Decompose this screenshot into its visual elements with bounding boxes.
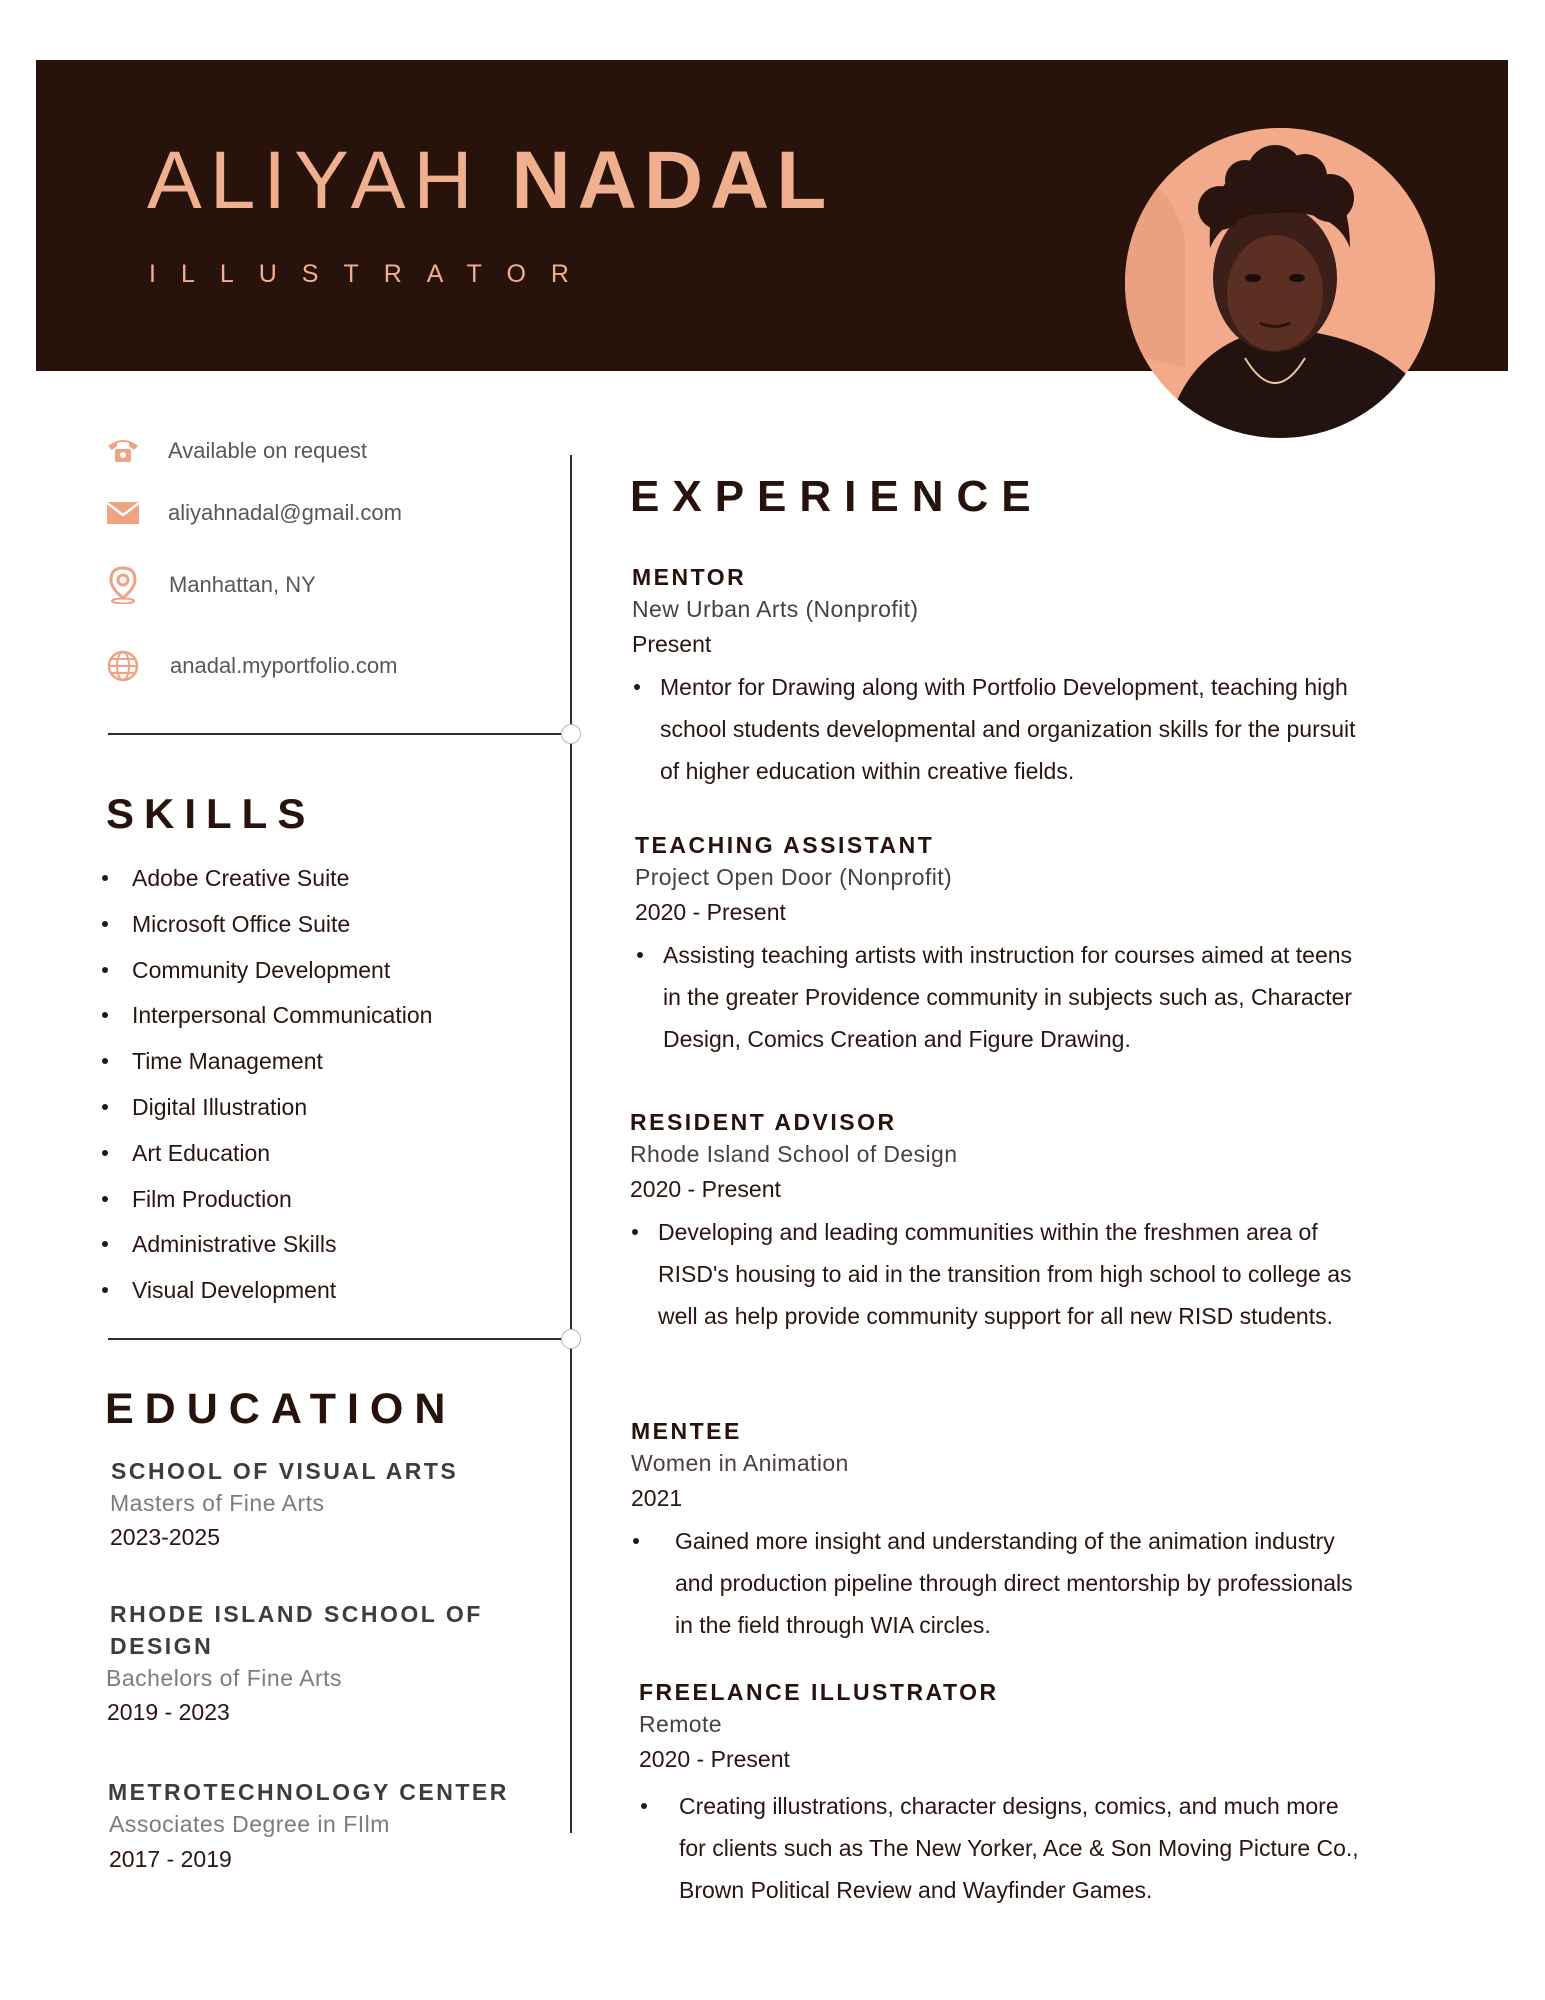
experience-entry (631, 1416, 1371, 1646)
experience-org: Project Open Door (Nonprofit) (635, 864, 953, 890)
experience-org: Rhode Island School of Design (630, 1141, 958, 1167)
skill-item: Interpersonal Communication (100, 1000, 560, 1046)
skills-list (100, 863, 560, 1321)
location-pin-icon (104, 566, 142, 604)
experience-title: MENTEE (631, 1418, 742, 1444)
experience-entry (630, 1107, 1360, 1337)
experience-years: 2020 - Present (639, 1746, 790, 1772)
divider-node (561, 1329, 581, 1349)
experience-org: Women in Animation (631, 1450, 849, 1476)
skill-item: Visual Development (100, 1275, 560, 1321)
location-text: Manhattan, NY (169, 572, 316, 597)
contact-location (104, 566, 316, 604)
contact-email[interactable] (104, 494, 402, 532)
skill-item: Adobe Creative Suite (100, 863, 560, 909)
email-icon (104, 494, 142, 532)
skills-heading: SKILLS (106, 790, 316, 837)
phone-text: Available on request (168, 438, 367, 463)
job-title-header: ILLUSTRATOR (149, 260, 594, 288)
divider-node (561, 724, 581, 744)
education-years: 2023-2025 (110, 1524, 220, 1550)
skill-item: Digital Illustration (100, 1092, 560, 1138)
contact-phone (104, 432, 367, 470)
experience-years: 2020 - Present (630, 1176, 781, 1202)
skill-item: Art Education (100, 1138, 560, 1184)
education-degree: Bachelors of Fine Arts (106, 1665, 342, 1691)
portrait-photo (1125, 128, 1435, 438)
experience-heading: EXPERIENCE (630, 472, 1044, 521)
education-years: 2019 - 2023 (107, 1699, 230, 1725)
first-name: ALIYAH (147, 135, 481, 226)
education-degree: Masters of Fine Arts (110, 1490, 325, 1516)
website-link[interactable]: anadal.myportfolio.com (170, 653, 398, 678)
experience-entry (632, 562, 1362, 792)
experience-title: TEACHING ASSISTANT (635, 832, 935, 858)
divider-skills-education (108, 1338, 570, 1340)
last-name: NADAL (511, 135, 834, 226)
full-name (147, 135, 834, 226)
phone-icon (104, 432, 142, 470)
experience-title: RESIDENT ADVISOR (630, 1109, 897, 1135)
experience-description: Creating illustrations, character designs, comics, and much more for clients such as The New Yorker, Ace & Son Moving Picture Co., Brown Political Review and Wayfinder Games. (639, 1785, 1369, 1911)
experience-description: Mentor for Drawing along with Portfolio Development, teaching high school students developmental and organization skills for the pursuit of higher education within creative fields. (632, 666, 1362, 792)
experience-title: FREELANCE ILLUSTRATOR (639, 1679, 999, 1705)
experience-description: Gained more insight and understanding of the animation industry and production pipeline through direct mentorship by professionals in the field through WIA circles. (631, 1520, 1371, 1646)
portrait-illustration (1125, 128, 1435, 438)
contact-website[interactable] (104, 647, 397, 685)
experience-description: Developing and leading communities within the freshmen area of RISD's housing to aid in the transition from high school to college as well as help provide community support for all new RISD students. (630, 1211, 1360, 1337)
experience-org: New Urban Arts (Nonprofit) (632, 596, 919, 622)
experience-title: MENTOR (632, 564, 747, 590)
education-years: 2017 - 2019 (109, 1846, 232, 1872)
skill-item: Administrative Skills (100, 1229, 560, 1275)
experience-entry (635, 830, 1365, 1060)
email-link[interactable]: aliyahnadal@gmail.com (168, 500, 402, 525)
skill-item: Film Production (100, 1184, 560, 1230)
education-degree: Associates Degree in FIlm (109, 1811, 390, 1837)
education-heading: EDUCATION (105, 1385, 457, 1433)
globe-icon (104, 647, 142, 685)
experience-years: 2021 (631, 1485, 683, 1511)
divider-contact-skills (108, 733, 570, 735)
experience-org: Remote (639, 1711, 722, 1737)
vertical-divider (570, 455, 572, 1833)
skill-item: Community Development (100, 955, 560, 1001)
skill-item: Microsoft Office Suite (100, 909, 560, 955)
experience-entry (639, 1677, 1369, 1911)
experience-years: 2020 - Present (635, 899, 786, 925)
education-school: RHODE ISLAND SCHOOL OF DESIGN (110, 1601, 483, 1659)
education-school: METROTECHNOLOGY CENTER (108, 1779, 509, 1805)
experience-years: Present (632, 631, 712, 657)
skill-item: Time Management (100, 1046, 560, 1092)
education-school: SCHOOL OF VISUAL ARTS (111, 1458, 459, 1484)
experience-description: Assisting teaching artists with instruction for courses aimed at teens in the greater Providence community in subjects such as, Character Design, Comics Creation and Figure Drawing. (635, 934, 1365, 1060)
